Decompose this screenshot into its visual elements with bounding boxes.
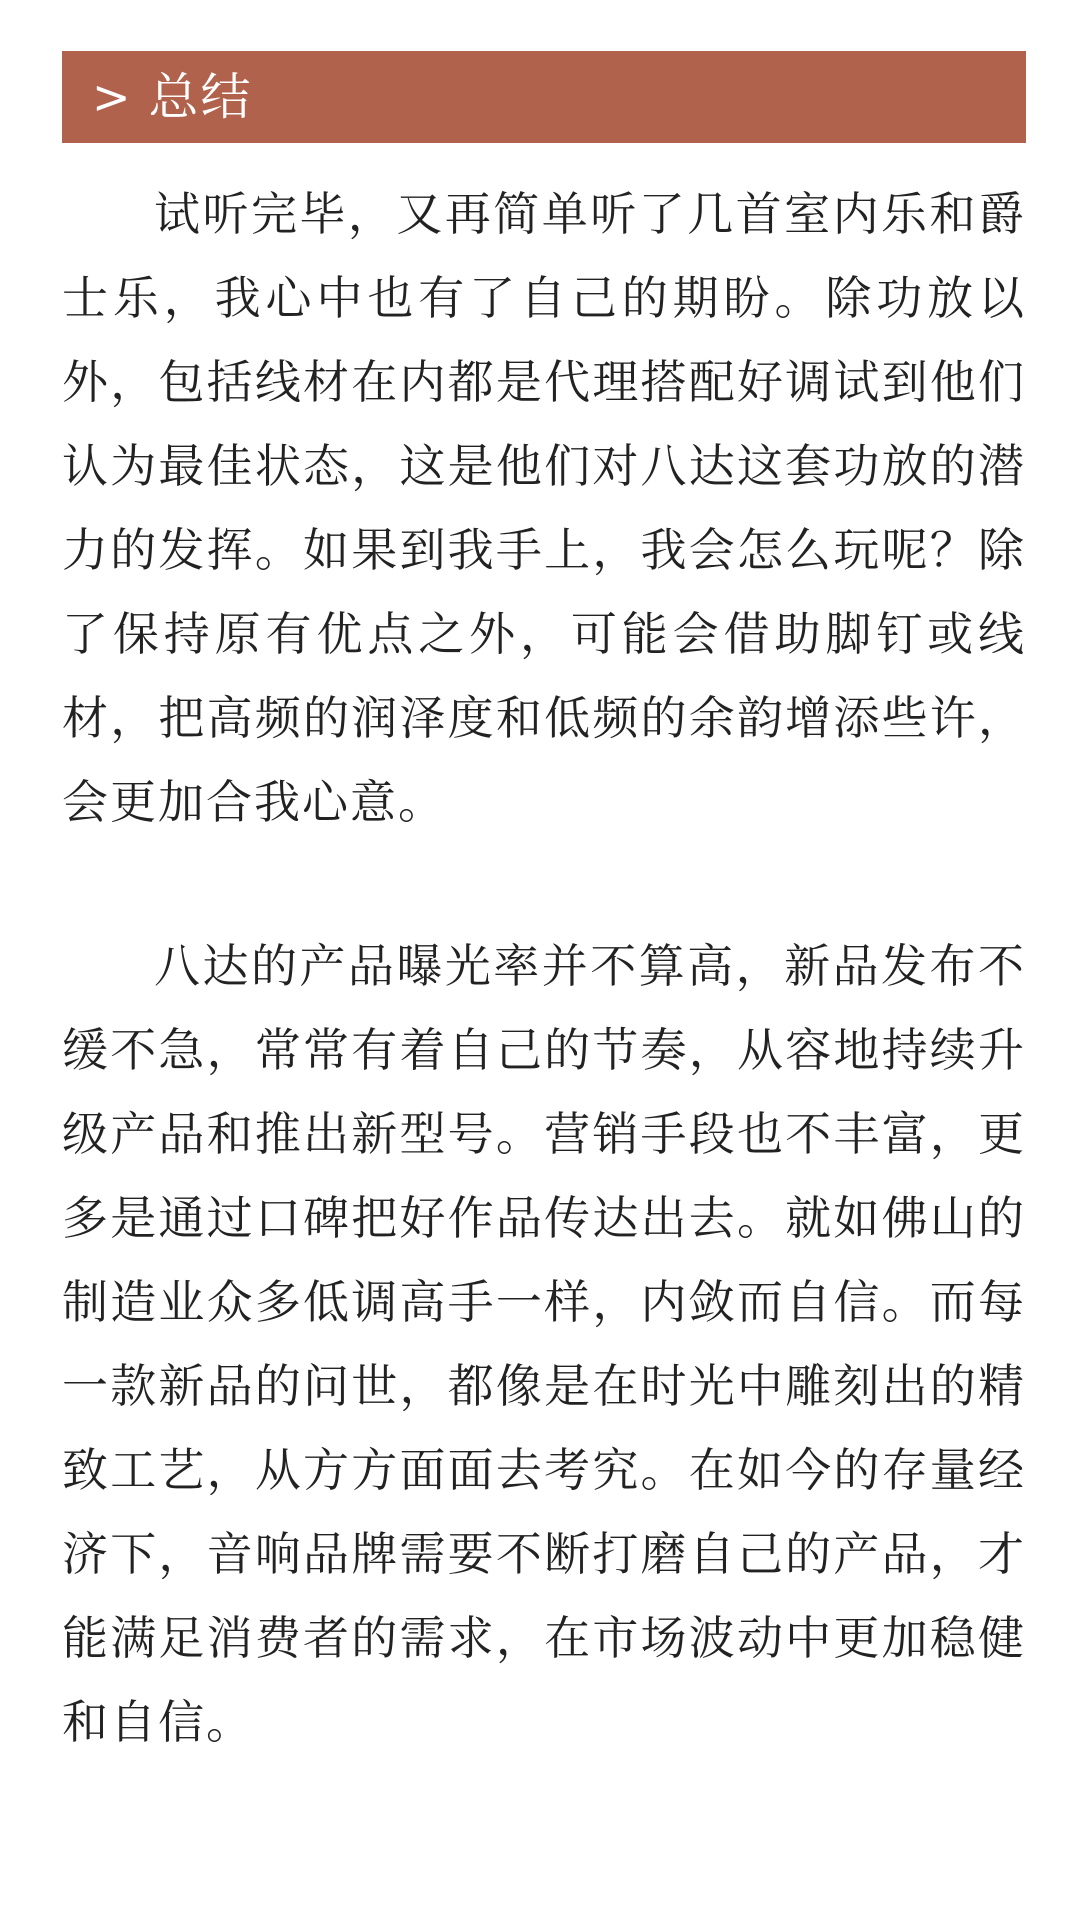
chevron-right-icon: > [92, 70, 131, 124]
article-body [62, 172, 1026, 1764]
paragraph-2: 八达的产品曝光率并不算高，新品发布不缓不急，常常有着自己的节奏，从容地持续升级产品和推出新型号。营销手段也不丰富，更多是通过口碑把好作品传达出去。就如佛山的制造业众多低调高手一样，内敛而自信。而每一款新品的问世，都像是在时光中雕刻出的精致工艺，从方方面面去考究。在如今的存量经济下，音响品牌需要不断打磨自己的产品，才能满足消费者的需求，在市场波动中更加稳健和自信。 [62, 939, 1026, 1749]
paragraph-1: 试听完毕，又再简单听了几首室内乐和爵士乐，我心中也有了自己的期盼。除功放以外，包括线材在内都是代理搭配好调试到他们认为最佳状态，这是他们对八达这套功放的潜力的发挥。如果到我手上，我会怎么玩呢？除了保持原有优点之外，可能会借助脚钉或线材，把高频的润泽度和低频的余韵增添些许，会更加合我心意。 [62, 187, 1026, 829]
section-title: 总结 [148, 68, 253, 126]
section-header [62, 51, 1026, 143]
